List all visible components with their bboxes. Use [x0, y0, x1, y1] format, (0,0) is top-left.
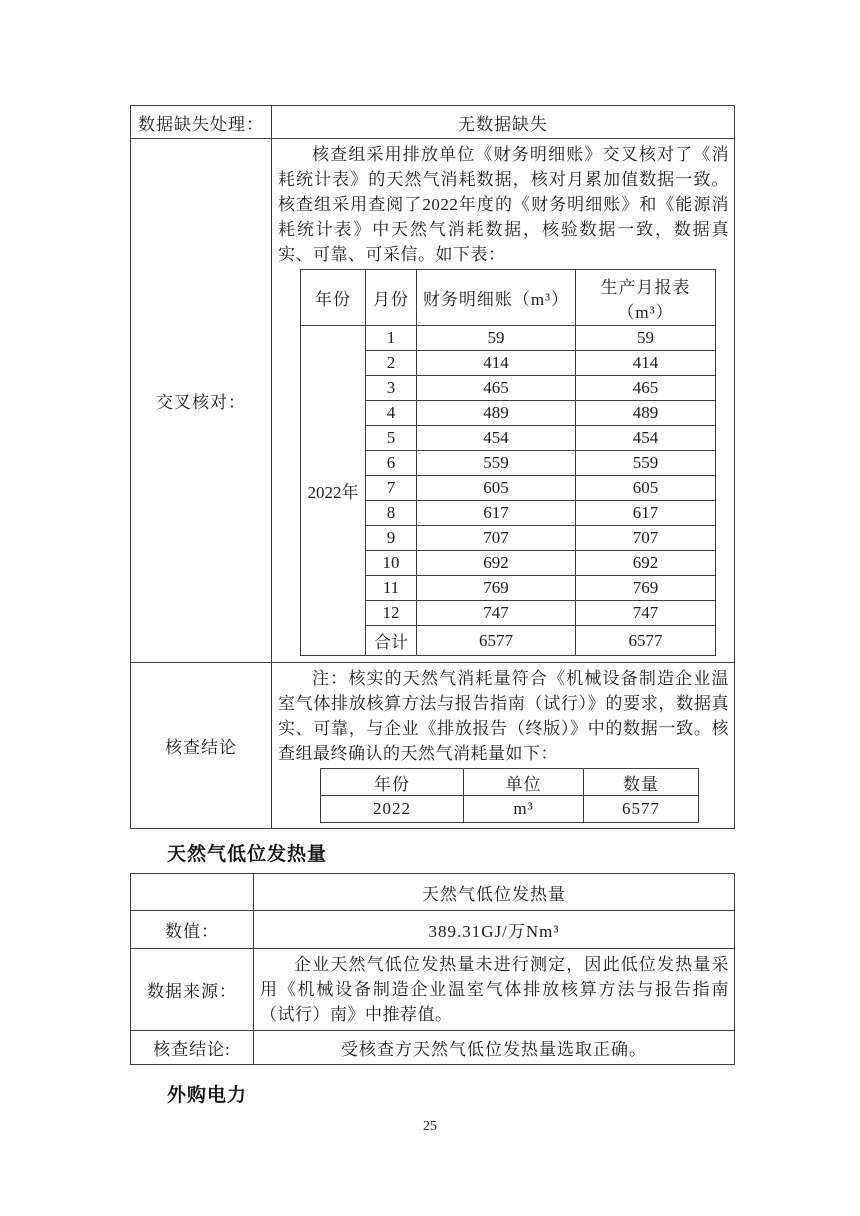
report-cell: 414 — [576, 351, 716, 376]
table-row — [131, 663, 735, 829]
conclusion-paragraph: 注：核实的天然气消耗量符合《机械设备制造企业温室气体排放核算方法与报告指南（试行）》的要求，数据真实、可靠，与企业《排放报告（终版）》中的数据一致。核查组最终确认的天然气消耗量如下： — [278, 669, 729, 763]
table-row — [131, 949, 735, 1031]
quantity-cell: 6577 — [584, 796, 699, 823]
year-cell: 2022 — [321, 796, 464, 823]
ledger-cell: 489 — [417, 401, 576, 426]
report-cell: 559 — [576, 451, 716, 476]
header-year: 年份 — [301, 270, 366, 326]
ledger-cell: 769 — [417, 576, 576, 601]
report-cell: 59 — [576, 326, 716, 351]
section-heading-electricity: 外购电力 — [167, 1085, 248, 1106]
report-cell: 747 — [576, 601, 716, 626]
month-cell: 1 — [366, 326, 417, 351]
report-cell: 605 — [576, 476, 716, 501]
document-page — [130, 105, 736, 1107]
header-ledger: 财务明细账（m³） — [417, 270, 576, 326]
table-row — [131, 911, 735, 949]
empty-cell — [131, 874, 254, 911]
month-cell: 2 — [366, 351, 417, 376]
conclusion-label: 核查结论 — [131, 663, 272, 829]
report-cell: 617 — [576, 501, 716, 526]
page-number: 25 — [423, 1119, 437, 1134]
month-cell: 6 — [366, 451, 417, 476]
year-cell: 2022年 — [301, 326, 366, 656]
unit-cell: m³ — [464, 796, 584, 823]
ncv-conclusion-text: 受核查方天然气低位发热量选取正确。 — [254, 1031, 735, 1065]
table-header-row — [321, 769, 699, 796]
month-cell: 7 — [366, 476, 417, 501]
cross-check-content — [272, 139, 735, 663]
ledger-cell: 617 — [417, 501, 576, 526]
ledger-cell: 692 — [417, 551, 576, 576]
source-paragraph: 企业天然气低位发热量未进行测定，因此低位发热量采用《机械设备制造企业温室气体排放核算方法与报告指南（试行）南》中推荐值。 — [260, 955, 729, 1024]
cross-check-paragraph: 核查组采用排放单位《财务明细账》交叉核对了《消耗统计表》的天然气消耗数据，核对月累加值数据一致。核查组采用查阅了2022年度的《财务明细账》和《能源消耗统计表》中天然气消耗数据，核验数据一致，数据真实、可靠、可采信。如下表： — [278, 145, 729, 264]
month-cell: 10 — [366, 551, 417, 576]
table-row — [131, 1031, 735, 1065]
ncv-value: 389.31GJ/万Nm³ — [254, 911, 735, 949]
ledger-cell: 414 — [417, 351, 576, 376]
ncv-table — [130, 873, 735, 1065]
cross-check-label: 交叉核对： — [131, 139, 272, 663]
table-row — [131, 874, 735, 911]
report-cell: 769 — [576, 576, 716, 601]
ledger-cell: 605 — [417, 476, 576, 501]
ledger-cell: 59 — [417, 326, 576, 351]
report-cell: 454 — [576, 426, 716, 451]
table-row — [131, 106, 735, 139]
header-quantity: 数量 — [584, 769, 699, 796]
table-row — [301, 326, 716, 351]
ledger-cell: 559 — [417, 451, 576, 476]
report-cell: 489 — [576, 401, 716, 426]
ledger-cell: 465 — [417, 376, 576, 401]
ledger-cell: 747 — [417, 601, 576, 626]
natural-gas-verification-table — [130, 105, 735, 829]
ncv-conclusion-label: 核查结论: — [131, 1031, 254, 1065]
ncv-table-title: 天然气低位发热量 — [254, 874, 735, 911]
monthly-consumption-table — [300, 269, 716, 656]
total-ledger: 6577 — [417, 626, 576, 656]
table-row — [321, 796, 699, 823]
table-row — [131, 139, 735, 663]
header-unit: 单位 — [464, 769, 584, 796]
source-content — [254, 949, 735, 1031]
month-cell: 4 — [366, 401, 417, 426]
missing-data-label: 数据缺失处理： — [131, 106, 272, 139]
total-report: 6577 — [576, 626, 716, 656]
month-cell: 9 — [366, 526, 417, 551]
month-cell: 3 — [366, 376, 417, 401]
ledger-cell: 707 — [417, 526, 576, 551]
total-label: 合计 — [366, 626, 417, 656]
month-cell: 11 — [366, 576, 417, 601]
conclusion-content — [272, 663, 735, 829]
month-cell: 12 — [366, 601, 417, 626]
section-heading-ncv: 天然气低位发热量 — [167, 844, 328, 865]
confirmed-consumption-table — [320, 768, 699, 823]
header-report: 生产月报表 （m³） — [576, 270, 716, 326]
report-cell: 465 — [576, 376, 716, 401]
source-label: 数据来源： — [131, 949, 254, 1031]
header-month: 月份 — [366, 270, 417, 326]
ledger-cell: 454 — [417, 426, 576, 451]
table-header-row — [301, 270, 716, 326]
value-label: 数值： — [131, 911, 254, 949]
missing-data-value: 无数据缺失 — [272, 106, 735, 139]
header-year: 年份 — [321, 769, 464, 796]
report-cell: 692 — [576, 551, 716, 576]
report-cell: 707 — [576, 526, 716, 551]
month-cell: 8 — [366, 501, 417, 526]
month-cell: 5 — [366, 426, 417, 451]
